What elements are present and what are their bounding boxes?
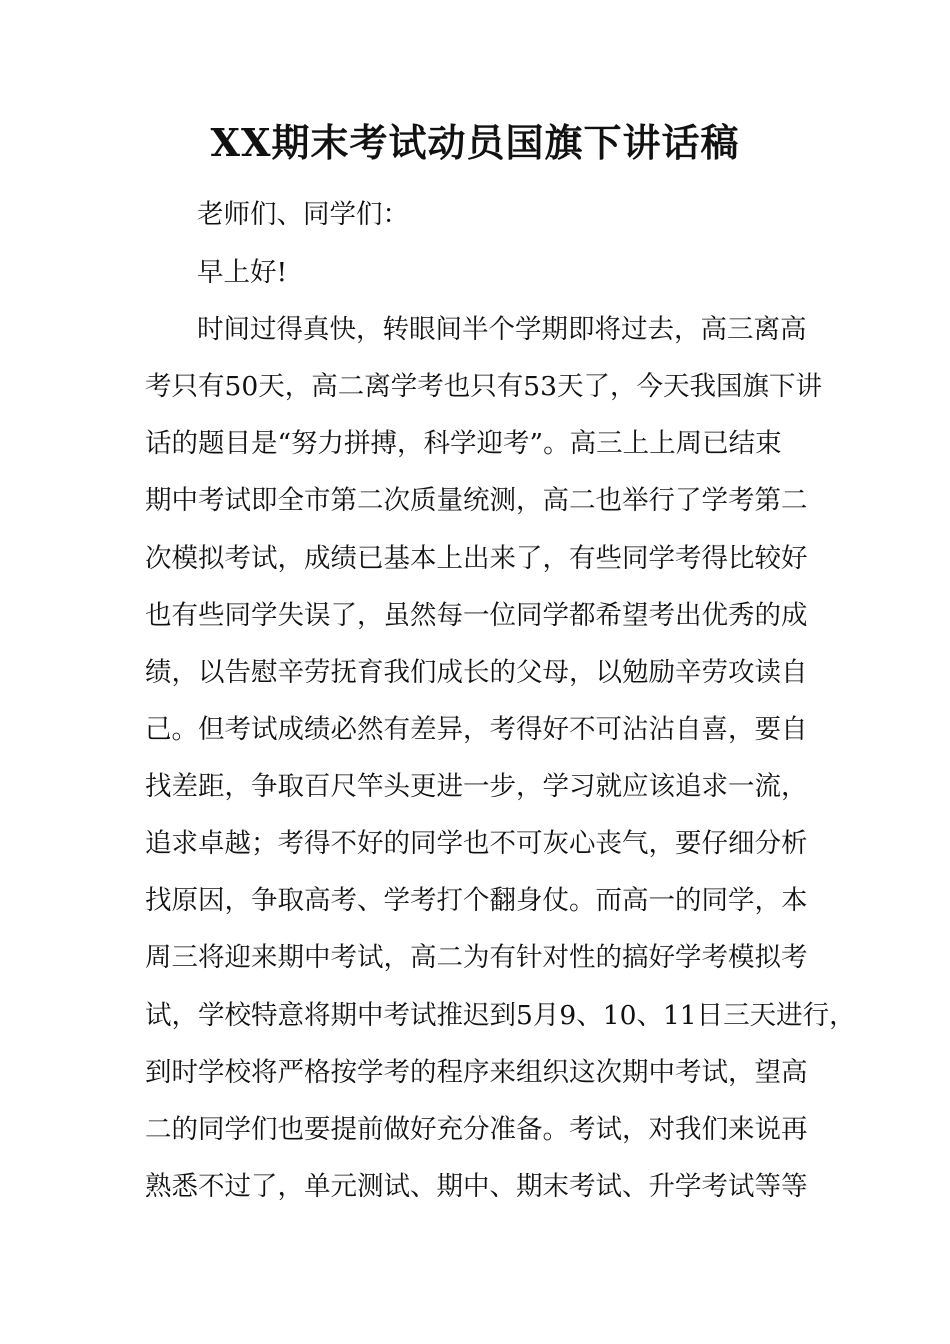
greeting: 早上好! [197,257,288,288]
body-line: 追求卓越；考得不好的同学也不可灰心丧气，要仔细分析 [145,828,808,859]
body-line: 话的题目是“努力拼搏，科学迎考”。高三上上周已结束 [145,428,782,459]
body-line: 周三将迎来期中考试，高二为有针对性的搞好学考模拟考 [145,942,808,973]
body-line: 也有些同学失误了，虽然每一位同学都希望考出优秀的成 [145,600,808,631]
body-line: 己。但考试成绩必然有差异，考得好不可沾沾自喜，要自 [145,714,808,745]
body-line: 熟悉不过了，单元测试、期中、期末考试、升学考试等等 [145,1171,808,1202]
body-line: 二的同学们也要提前做好充分准备。考试，对我们来说再 [145,1114,808,1145]
body-line: 时间过得真快，转眼间半个学期即将过去，高三离高 [197,314,807,345]
body-line: 次模拟考试，成绩已基本上出来了，有些同学考得比较好 [145,543,808,574]
body-line: 找差距，争取百尺竿头更进一步，学习就应该追求一流， [145,771,808,802]
body-line: 期中考试即全市第二次质量统测，高二也举行了学考第二 [145,485,808,516]
document-title: XX期末考试动员国旗下讲话稿 [210,120,740,165]
salutation: 老师们、同学们： [197,199,409,230]
body-line: 考只有50天，高二离学考也只有53天了，今天我国旗下讲 [145,371,822,402]
body-line: 试，学校特意将期中考试推迟到5月9、10、11日三天进行， [145,1000,856,1031]
body-line: 找原因，争取高考、学考打个翻身仗。而高一的同学，本 [145,885,808,916]
body-line: 到时学校将严格按学考的程序来组织这次期中考试，望高 [145,1057,808,1088]
body-line: 绩，以告慰辛劳抚育我们成长的父母，以勉励辛劳攻读自 [145,657,808,688]
